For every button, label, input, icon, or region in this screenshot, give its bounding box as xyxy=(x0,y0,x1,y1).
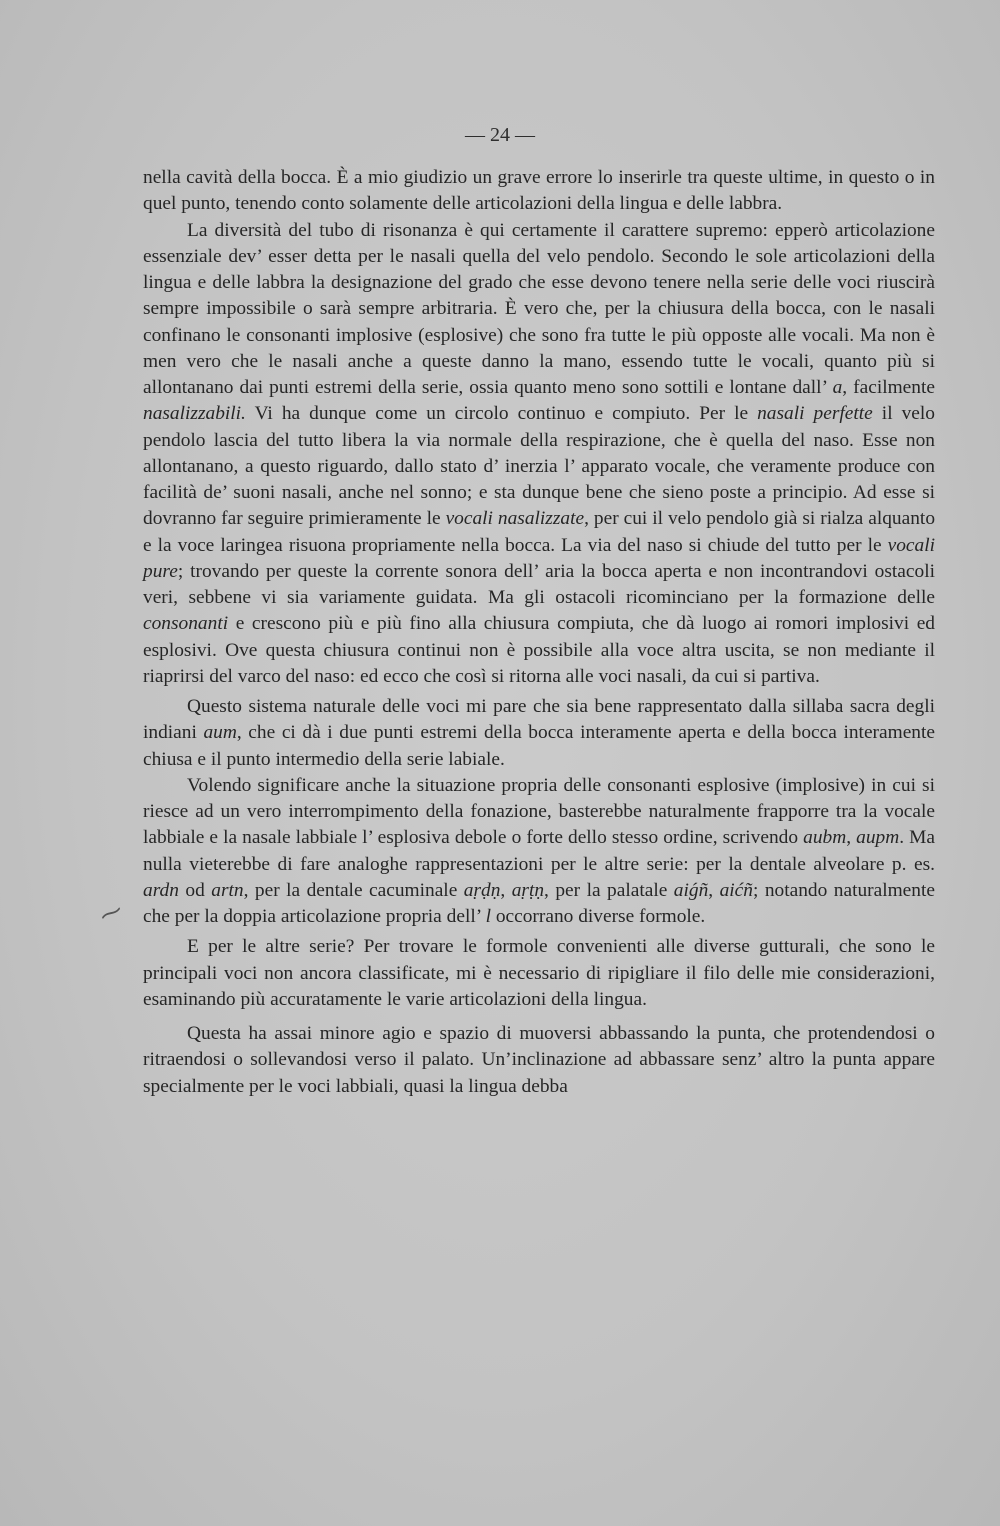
italic-text: vocali pure xyxy=(143,534,935,582)
text-run: Questo sistema naturale delle voci mi pare che sia bene rappresentato dalla sillaba sacra degli indiani xyxy=(143,696,935,744)
paragraph-5 xyxy=(143,934,935,1013)
text-run: La diversità del tubo di risonanza è qui certamente il carattere supremo: epperò articolazione essenziale dev’ esser detta per le nasali quella del velo pendolo. Secondo le sole articolazioni della lingua e delle labbra la designazione del grado che esse devono tenere nella serie delle voci riuscirà sempre impossibile o sarà sempre arbitraria. È vero che, per la chiusura della bocca, con le nasali confinano le consonanti implosive (esplosive) che sono fra tutte le più opposte alle vocali. Ma non è men vero che le nasali anche a queste danno la mano, essendo tutte le vocali, quanto più si allontanano dai punti estremi della serie, ossia quanto meno sono sottili e lontane dall’ xyxy=(143,219,935,398)
italic-text: aupm xyxy=(856,827,900,849)
italic-text: artn xyxy=(211,879,244,901)
text-run: . Ma nulla vieterebbe di fare analoghe rappresentazioni per le altre serie: per la dentale alveolare p. es. xyxy=(143,827,935,875)
text-run: e crescono più e più fino alla chiusura compiuta, che dà luogo ai romori implosivi ed esplosivi. Ove questa chiusura continui non è possibile alla voce altra uscita, se non mediante il riaprirsi del varco del naso: ed ecco che così si ritorna alle voci nasali, da cui si partiva. xyxy=(143,613,935,687)
italic-text: ardn xyxy=(143,879,179,901)
italic-text: aićñ xyxy=(719,879,753,901)
paragraph-3 xyxy=(143,694,935,773)
paragraph-4 xyxy=(143,773,935,931)
italic-text: aiǵñ xyxy=(673,879,709,901)
text-run: , che ci dà i due punti estremi della bocca interamente aperta e della bocca interamente chiusa e il punto intermedio della serie labiale. xyxy=(143,722,935,770)
paragraph-1 xyxy=(143,165,935,218)
italic-text: nasali perfette xyxy=(757,403,873,425)
italic-text: a xyxy=(832,377,843,398)
body-text xyxy=(143,165,935,1100)
text-run: od xyxy=(178,879,212,901)
italic-text: nasalizzabili. xyxy=(143,403,246,425)
text-run: , xyxy=(500,879,512,901)
italic-text: vocali nasalizzate xyxy=(445,508,585,530)
text-run: ; trovando per queste la corrente sonora dell’ aria la bocca aperta e non incontrandovi ostacoli veri, sebbene vi sia variamente guidata. Ma gli ostacoli ricominciano per la formazione delle xyxy=(143,560,935,608)
paragraph-6 xyxy=(143,1021,935,1100)
text-run: occorrano diverse formole. xyxy=(490,906,706,927)
text-run: Questa ha assai minore agio e spazio di muoversi abbassando la punta, che protendendosi o ritraendosi o sollevandosi verso il palato. Un’inclinazione ad abbassare senz’ altro la punta appare specialmente per le voci labbiali, quasi la lingua debba xyxy=(143,1023,935,1097)
italic-text: l xyxy=(485,906,491,927)
text-run: , per cui il velo pendolo già si rialza alquanto e la voce laringea risuona propriamente nella bocca. La via del naso si chiude del tutto per le xyxy=(143,508,936,556)
text-run: ; notando naturalmente che per la doppia articolazione propria dell’ xyxy=(143,879,935,927)
paragraph-2 xyxy=(143,218,935,691)
italic-text: aum xyxy=(203,722,237,744)
text-run: il velo pendolo lascia del tutto libera la via normale della respirazione, che è quella del naso. Esse non allontanano, a questo riguardo, dallo stato d’ inerzia l’ apparato vocale, che veramente produce con facilità de’ suoni nasali, anche nel sonno; e sta dunque bene che sieno poste a principio. Ad esse si dovranno far seguire primieramente le xyxy=(143,403,935,530)
text-run: , xyxy=(708,879,720,901)
italic-text: aubm xyxy=(803,827,847,849)
text-run: E per le altre serie? Per trovare le formole convenienti alle diverse gutturali, che sono le principali voci non ancora classificate, mi è necessario di ripigliare il filo delle mie considerazioni, esaminando più accuratamente le varie articolazioni della lingua. xyxy=(143,936,935,1010)
text-run: , xyxy=(846,827,857,849)
italic-text: aṛḍṇ xyxy=(463,879,501,901)
page-number: — 24 — xyxy=(465,124,535,146)
text-run: , per la dentale cacuminale xyxy=(243,879,464,901)
italic-text: aṛṭṇ xyxy=(511,879,545,901)
text-run: , facilmente xyxy=(842,377,935,398)
text-run: , per la palatale xyxy=(544,879,674,901)
margin-pencil-mark: ⁓ xyxy=(95,896,127,929)
text-run: nella cavità della bocca. È a mio giudizio un grave errore lo inserirle tra queste ultime, in questo o in quel punto, tenendo conto solamente delle articolazioni della lingua e delle labbra. xyxy=(143,167,935,215)
text-run: Volendo significare anche la situazione propria delle consonanti esplosive (implosive) in cui si riesce ad un vero interrompimento della fonazione, basterebbe naturalmente frapporre tra la vocale labbiale e la nasale labbiale l’ esplosiva debole o forte dello stesso ordine, scrivendo xyxy=(143,774,935,849)
text-run: Vi ha dunque come un circolo continuo e compiuto. Per le xyxy=(245,403,758,425)
italic-text: consonanti xyxy=(143,613,229,635)
